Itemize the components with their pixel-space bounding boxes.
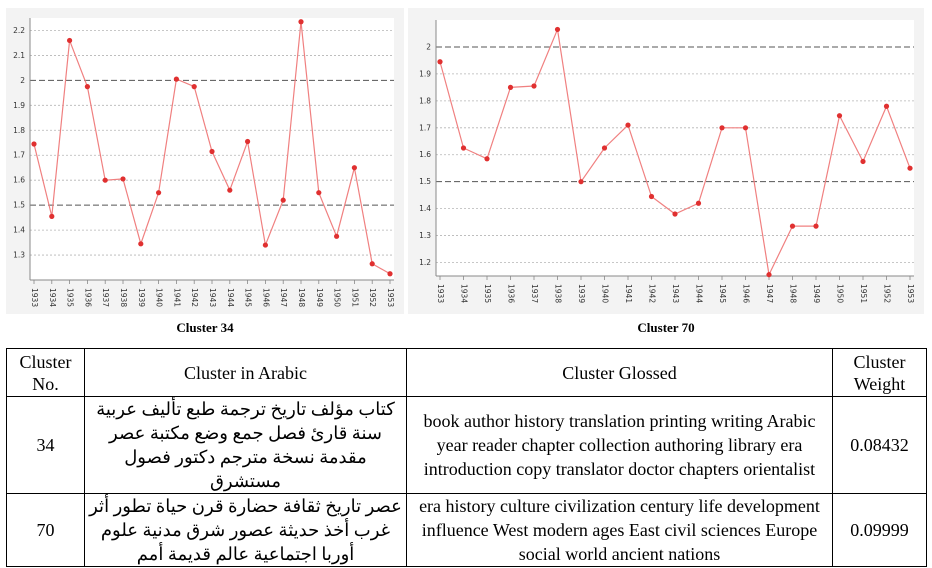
x-tick-label: 1948: [788, 284, 798, 304]
x-tick-label: 1950: [332, 288, 342, 308]
cell-cluster-glossed: era history culture civilization century life development influence West modern ages East civil sciences Europe social world ancient nations: [407, 494, 833, 567]
y-tick-label: 1.5: [419, 177, 431, 187]
y-tick-label: 1.6: [419, 150, 431, 160]
x-tick-label: 1952: [368, 288, 378, 308]
caption-cluster-34: Cluster 34: [176, 320, 234, 335]
x-tick-label: 1935: [65, 288, 75, 308]
chart-cluster-34-svg: [6, 8, 404, 314]
data-point: [281, 198, 286, 203]
data-point: [907, 166, 912, 171]
cluster-table: [6, 348, 927, 567]
y-tick-label: 1.8: [419, 96, 431, 106]
x-tick-label: 1945: [243, 288, 253, 308]
y-tick-label: 1.6: [13, 175, 25, 185]
x-tick-label: 1940: [154, 288, 164, 308]
data-point: [860, 159, 865, 164]
data-point: [156, 190, 161, 195]
x-tick-label: 1949: [812, 284, 821, 304]
x-tick-label: 1938: [553, 284, 563, 304]
data-point: [67, 38, 72, 43]
x-tick-label: 1941: [172, 288, 182, 308]
x-tick-label: 1943: [671, 284, 680, 304]
y-tick-label: 1.3: [419, 231, 431, 241]
data-point: [120, 176, 125, 181]
x-tick-label: 1934: [459, 284, 469, 304]
x-tick-label: 1939: [577, 284, 586, 304]
data-point: [49, 214, 54, 219]
y-tick-label: 2: [426, 42, 431, 52]
data-point: [555, 27, 560, 32]
x-tick-label: 1944: [225, 288, 235, 308]
y-tick-label: 2: [20, 75, 25, 85]
y-tick-label: 1.9: [13, 100, 25, 110]
header-cluster-no: Cluster No.: [7, 349, 85, 397]
data-point: [31, 141, 36, 146]
x-tick-label: 1934: [47, 288, 57, 308]
header-cluster-weight: Cluster Weight: [833, 349, 927, 397]
y-tick-label: 2.1: [13, 50, 25, 60]
data-point: [263, 242, 268, 247]
x-tick-label: 1948: [297, 288, 306, 308]
x-tick-label: 1944: [694, 284, 704, 304]
data-point: [209, 149, 214, 154]
y-tick-label: 1.7: [419, 123, 431, 133]
data-point: [766, 272, 771, 277]
x-tick-label: 1941: [624, 284, 633, 304]
data-point: [103, 178, 108, 183]
x-tick-label: 1939: [136, 288, 146, 308]
x-tick-label: 1938: [119, 288, 128, 308]
x-tick-label: 1952: [882, 284, 892, 304]
data-point: [138, 241, 143, 246]
data-point: [370, 261, 375, 266]
data-point: [245, 139, 250, 144]
data-point: [85, 84, 90, 89]
x-tick-label: 1936: [83, 288, 93, 308]
x-tick-label: 1937: [101, 288, 111, 308]
header-cluster-glossed: Cluster Glossed: [407, 349, 833, 397]
x-tick-label: 1933: [30, 288, 39, 308]
x-tick-label: 1935: [483, 284, 492, 304]
table-header-row: [7, 349, 927, 397]
data-point: [884, 104, 889, 109]
x-tick-label: 1953: [906, 284, 915, 304]
x-tick-label: 1953: [386, 288, 395, 308]
data-point: [174, 77, 179, 82]
cell-cluster-arabic: كتاب مؤلف تاريخ ترجمة طبع تأليف عربية سنة قارئ فصل جمع وضع مكتبة عصر مقدمة نسخة مترجم دكتور فصول مستشرق: [85, 397, 407, 494]
x-tick-label: 1942: [190, 288, 200, 308]
data-point: [484, 156, 489, 161]
y-tick-label: 1.2: [419, 258, 431, 268]
data-point: [192, 84, 197, 89]
data-point: [531, 83, 536, 88]
data-point: [672, 211, 677, 216]
x-tick-label: 1942: [647, 284, 657, 304]
y-tick-label: 2.2: [13, 25, 25, 35]
x-tick-label: 1951: [859, 284, 868, 304]
data-point: [649, 194, 654, 199]
header-cluster-arabic: Cluster in Arabic: [85, 349, 407, 397]
chart-cluster-70-svg: [408, 8, 924, 314]
y-tick-label: 1.3: [13, 250, 25, 260]
data-point: [334, 234, 339, 239]
y-tick-label: 1.4: [419, 204, 431, 214]
x-tick-label: 1947: [765, 284, 774, 304]
x-tick-label: 1951: [350, 288, 360, 308]
table-row: [7, 397, 927, 494]
table-row: [7, 494, 927, 567]
data-point: [387, 271, 392, 276]
data-point: [696, 201, 701, 206]
data-point: [743, 125, 748, 130]
data-point: [352, 165, 357, 170]
data-point: [437, 59, 442, 64]
x-tick-label: 1950: [835, 284, 845, 304]
data-point: [813, 224, 818, 229]
y-tick-label: 1.8: [13, 125, 25, 135]
caption-cluster-70: Cluster 70: [637, 320, 695, 335]
x-tick-label: 1946: [741, 284, 751, 304]
plot-area: [436, 20, 914, 276]
chart-cluster-70: [408, 8, 924, 314]
data-point: [837, 113, 842, 118]
x-tick-label: 1945: [718, 284, 727, 304]
x-tick-label: 1936: [506, 284, 516, 304]
x-tick-label: 1949: [314, 288, 324, 308]
x-tick-label: 1943: [208, 288, 217, 308]
y-tick-label: 1.4: [13, 225, 25, 235]
chart-cluster-34: [6, 8, 404, 314]
data-point: [298, 19, 303, 24]
data-point: [719, 125, 724, 130]
x-tick-label: 1933: [436, 284, 445, 304]
data-point: [227, 188, 232, 193]
y-tick-label: 1.5: [13, 200, 25, 210]
cell-cluster-glossed: book author history translation printing writing Arabic year reader chapter collection authoring library era introduction copy translator doctor chapters orientalist: [407, 397, 833, 494]
x-tick-label: 1946: [261, 288, 271, 308]
x-tick-label: 1947: [279, 288, 289, 308]
x-tick-label: 1937: [530, 284, 539, 304]
data-point: [316, 190, 321, 195]
data-point: [602, 145, 607, 150]
cell-cluster-no: 34: [7, 397, 85, 494]
cell-cluster-weight: 0.08432: [833, 397, 927, 494]
data-point: [790, 224, 795, 229]
data-point: [508, 85, 513, 90]
data-point: [625, 122, 630, 127]
cell-cluster-arabic: عصر تاريخ ثقافة حضارة قرن حياة تطور أثر غرب أخذ حديثة عصور شرق مدنية علوم أوربا اجتماعية عالم قديمة أمم: [85, 494, 407, 567]
y-tick-label: 1.9: [419, 69, 431, 79]
data-point: [578, 179, 583, 184]
data-point: [461, 145, 466, 150]
cell-cluster-no: 70: [7, 494, 85, 567]
cell-cluster-weight: 0.09999: [833, 494, 927, 567]
y-tick-label: 1.7: [13, 150, 25, 160]
x-tick-label: 1940: [600, 284, 610, 304]
